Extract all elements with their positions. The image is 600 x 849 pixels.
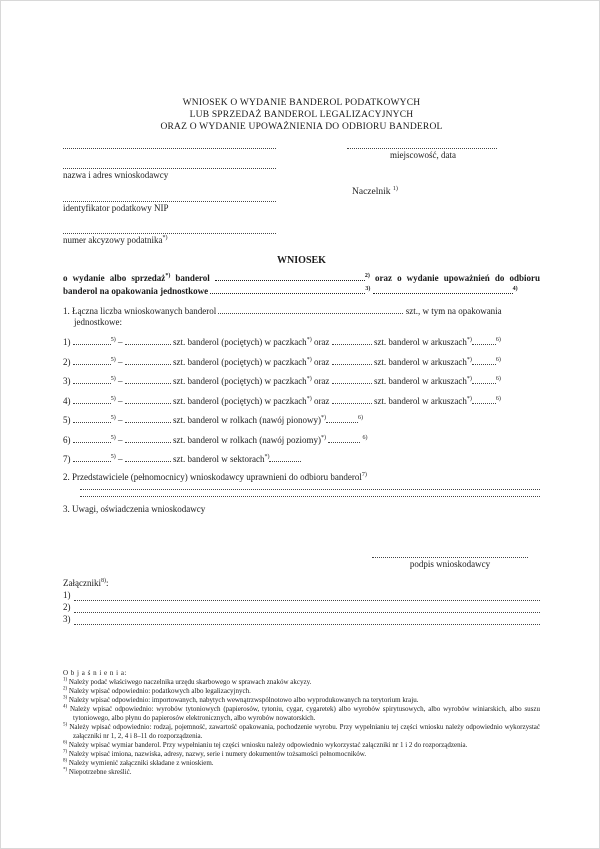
section-2-label [63, 472, 540, 483]
item-count-fill-line [125, 355, 171, 365]
subject-seg-2: banderol [175, 273, 210, 283]
section-2-representatives [63, 472, 540, 497]
item-sup-star: *) [306, 376, 312, 382]
item-sup-star: *) [320, 415, 326, 421]
item-desc-2: szt. banderol w arkuszach [373, 337, 467, 347]
footnote-mark: 7) [63, 749, 68, 755]
attachment-row-3 [63, 613, 540, 625]
form-title-line-2: LUB SPRZEDAŻ BANDEROL LEGALIZACYJNYCH [189, 110, 414, 120]
footnote-mark: 5) [63, 722, 68, 728]
item-dim-fill-line [472, 355, 496, 365]
applicant-name-line-2 [63, 168, 276, 169]
item-dash: – [118, 454, 123, 464]
attachment-number: 3) [63, 613, 71, 624]
attachments-colon: : [105, 577, 109, 588]
subject-seg-3: oraz o wydanie upoważnień do odbioru banderol na opakowania jednostkowe [63, 273, 541, 296]
item-desc: szt. banderol w rolkach (nawój poziomy) [173, 434, 321, 445]
footnote-mark: *) [63, 767, 68, 773]
excise-number-label-sup: *) [162, 235, 168, 241]
footnote-mark: 1) [63, 677, 68, 683]
footnote-6 [63, 741, 540, 750]
excise-number-label [63, 235, 278, 246]
representatives-fill-line-1 [80, 489, 540, 490]
representatives-fill-line-2 [80, 496, 540, 497]
attachments-label [63, 578, 540, 589]
excise-number-label-text: numer akcyzowy podatnika [63, 235, 163, 245]
item-number: 4) [63, 395, 71, 406]
place-date-line [347, 148, 497, 149]
footnote-text: Należy wpisać odpowiednio: podatkowych albo legalizacyjnych. [68, 686, 251, 695]
item-desc: szt. banderol (pociętych) w paczkach [173, 356, 307, 367]
footnote-8 [63, 759, 540, 768]
section-1-intro-line-1 [63, 304, 540, 317]
section-1-total-fill-line [218, 304, 403, 314]
item-sup-5: 5) [110, 415, 116, 421]
footnote-text: Należy wpisać odpowiednio: wyrobów tytoniowych (papierosów, tytoniu, cygar, cygaretek) albo wyrobów spirytusowych, albo wyrobów winiarskich, albo suszu tytoniowego, albo płynu do papierosów elektronicznych, albo wyrobów nowatorskich. [70, 704, 540, 722]
subject-sup-4: 4) [512, 286, 518, 292]
item-number: 6) [63, 434, 71, 445]
applicant-name-line-1 [63, 148, 276, 149]
addressee-sup: 1) [392, 185, 398, 192]
item-type-fill-line [73, 433, 111, 443]
item-desc-2: szt. banderol w arkuszach [373, 356, 467, 367]
attachment-fill-line [74, 590, 541, 601]
item-number: 2) [63, 356, 71, 367]
item-type-fill-line [73, 394, 111, 404]
footnotes-block [63, 669, 540, 777]
item-conjunction: oraz [313, 395, 330, 406]
item-conjunction: oraz [313, 356, 330, 367]
section-2-sup: 7) [361, 471, 367, 478]
section-1-intro-text-b: szt., w tym na opakowania [405, 306, 502, 316]
item-dim-fill-line [269, 452, 301, 462]
item-sup-star-2: *) [466, 395, 472, 402]
footnotes-heading: O b j a ś n i e n i a: [63, 668, 127, 677]
item-sup-5: 5) [110, 376, 116, 382]
application-subject [63, 271, 540, 297]
footnote-text: Należy wpisać imiona, nazwiska, adresy, nazwy, serie i numery dokumentów tożsamości pełnomocników. [68, 749, 367, 758]
item-conjunction: oraz [313, 376, 330, 386]
item-sup-star: *) [306, 395, 312, 402]
signature-block [372, 557, 528, 570]
item-sup-5: 5) [110, 356, 116, 363]
attachment-fill-line [74, 614, 541, 625]
item-dim-fill-line [472, 374, 496, 384]
footnote-text: Należy wpisać wymiar banderol. Przy wypełnianiu tej części wniosku należy odpowiednio wykorzystać załączniki nr 1 i 2 do rozporządzenia. [68, 740, 468, 749]
item-type-fill-line [73, 335, 111, 345]
signature-label: podpis wnioskodawcy [409, 558, 491, 569]
item-sup-6: 6) [362, 434, 368, 441]
item-number: 5) [63, 415, 71, 425]
item-dash: – [118, 337, 123, 347]
item-dim-fill-line [472, 394, 496, 404]
footnote-mark: 6) [63, 740, 68, 746]
item-sup-6: 6) [495, 337, 501, 343]
item-sup-6: 6) [495, 376, 501, 382]
item-desc: szt. banderol (pociętych) w paczkach [173, 337, 307, 347]
footnote-text: Należy wymienić załączniki składane z wnioskiem. [68, 758, 214, 767]
addressee [347, 187, 499, 198]
footnote-7 [63, 750, 540, 759]
item-count-fill-line [125, 374, 171, 384]
item-type-fill-line [73, 452, 111, 462]
item-desc-2: szt. banderol w arkuszach [373, 376, 467, 386]
section-3-label: 3. Uwagi, oświadczenia wnioskodawcy [63, 503, 206, 514]
item-sup-star: *) [264, 454, 270, 460]
item-dash: – [118, 395, 123, 406]
item-dash: – [118, 376, 123, 386]
banderole-item-4 [63, 394, 540, 406]
item-desc: szt. banderol (pociętych) w paczkach [173, 376, 307, 386]
item-dash: – [118, 356, 123, 367]
footnote-4 [63, 705, 540, 723]
item-count2-fill-line [332, 335, 372, 345]
attachment-number: 1) [63, 589, 71, 600]
item-count2-fill-line [332, 355, 372, 365]
banderole-item-7 [63, 452, 540, 464]
footnote-star [63, 768, 540, 777]
banderole-item-5 [63, 413, 540, 425]
item-sup-star-2: *) [466, 376, 472, 382]
item-sup-6: 6) [495, 395, 501, 402]
item-sup-6: 6) [357, 415, 363, 421]
item-dim-fill-line [472, 335, 496, 345]
footnote-mark: 2) [63, 686, 68, 692]
section-1-intro-text: 1. Łączna liczba wnioskowanych banderol [63, 306, 217, 316]
attachment-fill-line [74, 602, 541, 613]
footnote-mark: 3) [63, 695, 68, 701]
item-desc-2: szt. banderol w arkuszach [373, 395, 467, 406]
item-desc: szt. banderol w rolkach (nawój pionowy) [173, 415, 321, 425]
footnote-1 [63, 678, 540, 687]
section-1-intro-line-2: jednostkowe: [74, 317, 122, 327]
applicant-name-label: nazwa i adres wnioskodawcy [63, 170, 169, 180]
item-sup-5: 5) [110, 454, 116, 460]
subject-sup-2: 2) [364, 273, 370, 279]
banderole-item-6 [63, 433, 540, 445]
section-2-label-text: 2. Przedstawiciele (pełnomocnicy) wnioskodawcy uprawnieni do odbioru banderol [63, 471, 362, 482]
form-title [63, 97, 540, 133]
item-number: 1) [63, 337, 71, 347]
footnote-mark: 4) [63, 704, 68, 710]
item-sup-star: *) [306, 337, 312, 343]
footnote-text: Niepotrzebne skreślić. [68, 767, 132, 776]
form-title-line-1: WNIOSEK O WYDANIE BANDEROL PODATKOWYCH [182, 98, 421, 108]
item-type-fill-line [73, 413, 111, 423]
section-1-total [63, 304, 540, 328]
subject-sup-3: 3) [365, 286, 371, 292]
attachments-label-text: Załączniki [63, 577, 101, 588]
place-date-label: miejscowość, data [390, 150, 456, 160]
item-count-fill-line [125, 413, 171, 423]
item-dash: – [118, 415, 123, 425]
item-dim-fill-line [328, 433, 360, 443]
nip-line [63, 201, 276, 202]
form-header [63, 144, 540, 246]
item-conjunction: oraz [313, 337, 330, 347]
place-date-block [347, 144, 499, 246]
item-count-fill-line [125, 433, 171, 443]
item-number: 3) [63, 376, 71, 386]
item-sup-5: 5) [110, 395, 116, 402]
section-3-remarks [63, 504, 540, 515]
attachment-row-1 [63, 589, 540, 601]
footnote-5 [63, 723, 540, 741]
item-count-fill-line [125, 335, 171, 345]
banderole-items-list [63, 335, 540, 464]
item-dash: – [118, 434, 123, 445]
item-count-fill-line [125, 452, 171, 462]
subject-fill-line-1 [215, 271, 365, 281]
subject-sup-star: *) [165, 273, 171, 279]
footnote-text: Należy wpisać odpowiednio: importowanych, nabytych wewnątrzwspólnotowo albo wyprodukowanych na terytorium kraju. [68, 695, 419, 704]
footnote-text: Należy podać właściwego naczelnika urzędu skarbowego w sprawach znaków akcyzy. [68, 677, 312, 686]
item-sup-5: 5) [110, 434, 116, 441]
footnote-mark: 8) [63, 758, 68, 764]
addressee-text: Naczelnik [352, 187, 391, 197]
banderole-item-2 [63, 355, 540, 367]
attachment-number: 2) [63, 601, 71, 612]
subject-fill-line-2 [210, 284, 365, 294]
signature-fill-line [372, 557, 528, 558]
banderole-item-1 [63, 335, 540, 347]
item-sup-5: 5) [110, 337, 116, 343]
item-count2-fill-line [332, 374, 372, 384]
subject-fill-line-3 [373, 284, 513, 294]
footnote-2 [63, 687, 540, 696]
attachments-sup: 8) [100, 577, 106, 584]
attachment-row-2 [63, 601, 540, 613]
applicant-block [63, 144, 278, 246]
subject-seg-1: o wydanie albo sprzedaż [63, 273, 166, 283]
banderole-item-3 [63, 374, 540, 386]
item-type-fill-line [73, 374, 111, 384]
item-sup-star-2: *) [466, 337, 472, 343]
item-sup-star-2: *) [466, 356, 472, 363]
item-dim-fill-line [326, 413, 358, 423]
item-number: 7) [63, 454, 71, 464]
item-desc: szt. banderol (pociętych) w paczkach [173, 395, 307, 406]
nip-label: identyfikator podatkowy NIP [63, 203, 169, 213]
application-heading: WNIOSEK [277, 255, 326, 266]
attachments-block [63, 578, 540, 625]
item-sup-6: 6) [495, 356, 501, 363]
excise-number-line [63, 233, 276, 234]
footnote-3 [63, 696, 540, 705]
item-count2-fill-line [332, 394, 372, 404]
item-sup-star: *) [320, 434, 326, 441]
item-sup-star: *) [306, 356, 312, 363]
item-type-fill-line [73, 355, 111, 365]
item-desc: szt. banderol w sektorach [173, 454, 265, 464]
footnote-text: Należy wpisać odpowiednio: rodzaj, pojemność, zawartość opakowania, pochodzenie wyrobu. Przy wypełnianiu tej części wniosku należy odpowiednio wykorzystać załączniki nr 1, 2, 4 i 8–11 do rozporządzenia. [69, 722, 540, 740]
item-count-fill-line [125, 394, 171, 404]
form-title-line-3: ORAZ O WYDANIE UPOWAŻNIENIA DO ODBIORU BANDEROL [160, 122, 443, 132]
